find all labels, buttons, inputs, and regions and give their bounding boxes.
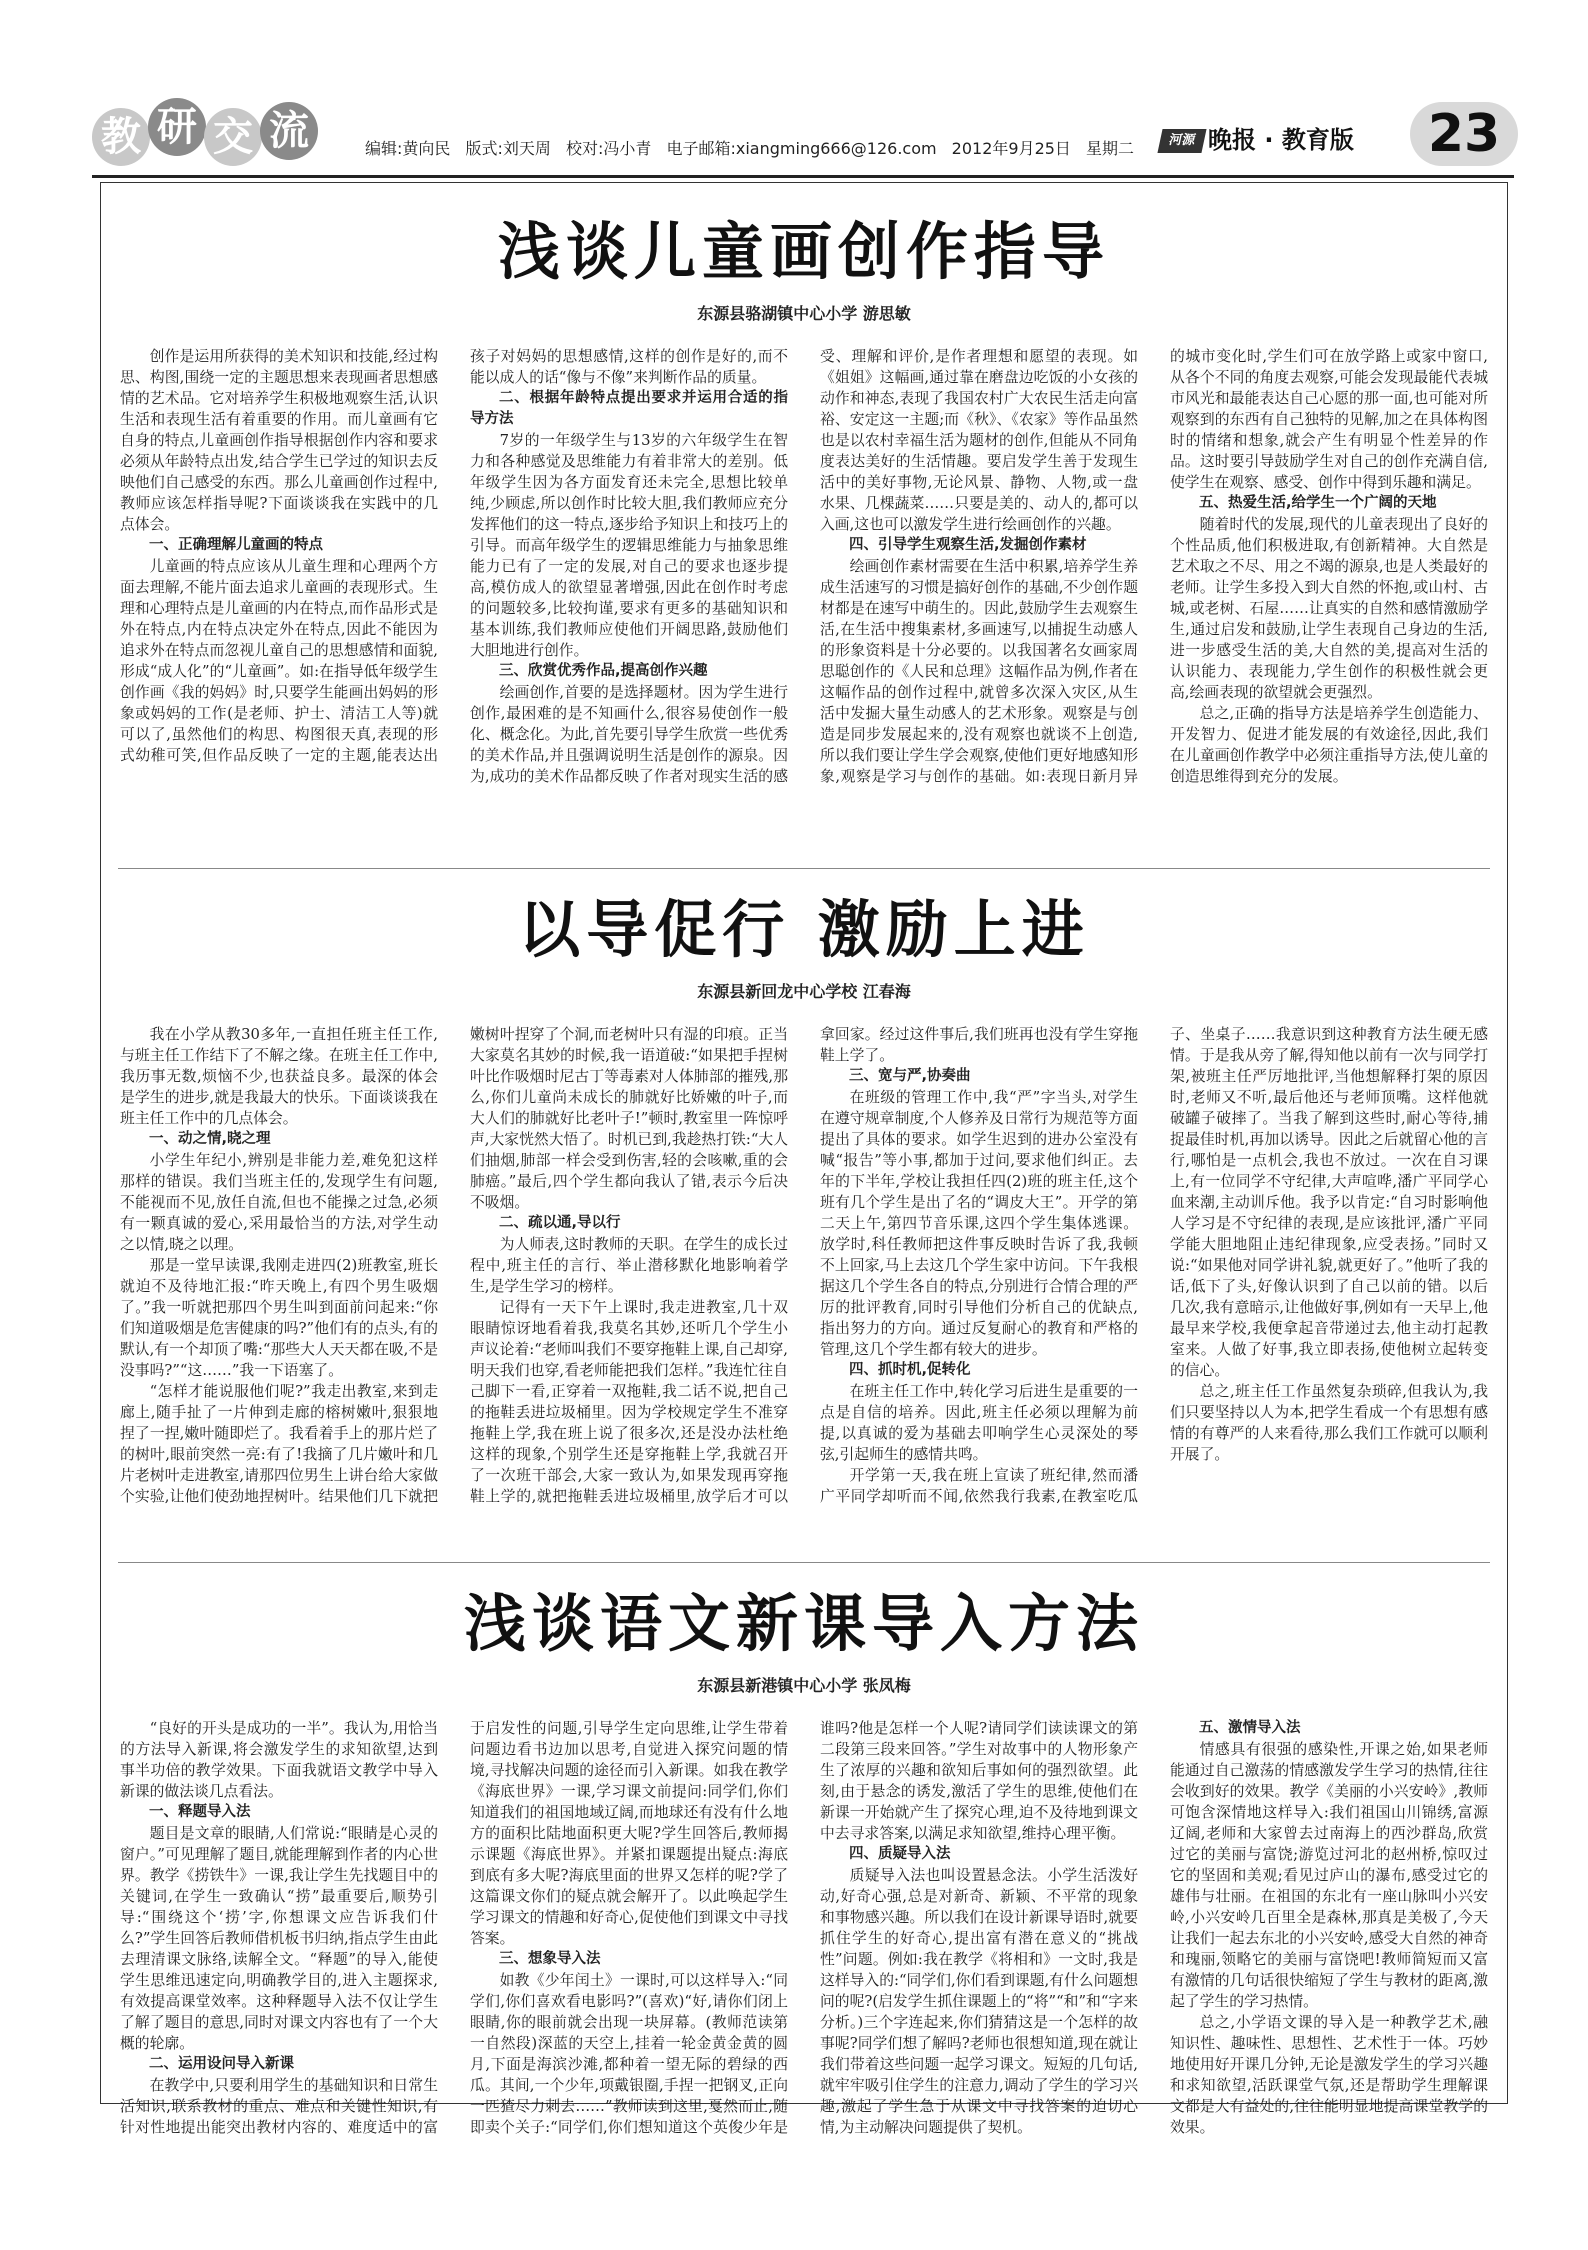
section-heading: 一、动之情,晓之理 (149, 1131, 271, 1147)
editor: 编辑:黄向民 (365, 139, 451, 158)
article-chinese-lesson (120, 1574, 1488, 2136)
paragraph: 随着时代的发展,现代的儿童表现出了良好的个性品质,他们积极进取,有创新精神。大自然是艺术取之不尽、用之不竭的源泉,也是人类最好的老师。让学生多投入到大自然的怀抱,或山村、古城,或老树、石屋……让真实的自然和感情激励学生,通过启发和鼓励,让学生表现自己身边的生活,进一步感受生活的美,大自然的美,提高对生活的认识能力、表现能力,学生创作的积极性就会更高,绘画表现的欲望就会更强烈。 (1170, 516, 1488, 701)
brand-name: 晚报 · 教育版 (1208, 126, 1354, 154)
section-heading: 五、激情导入法 (1199, 1720, 1301, 1736)
section-heading: 二、运用设问导入新课 (149, 2056, 294, 2072)
article-title: 浅谈语文新课导入方法 (463, 1587, 1144, 1660)
article-divider (118, 1562, 1490, 1563)
article-children-painting (120, 202, 1488, 862)
masthead-info (365, 136, 1144, 159)
article-body (120, 346, 1488, 787)
article-title: 以导促行 激励上进 (518, 893, 1090, 966)
paragraph: 创作是运用所获得的美术知识和技能,经过构思、构图,围绕一定的主题思想来表现画者思想感情的艺术品。它对培养学生积极地观察生活,认识生活和表现生活有着重要的作用。而儿童画有它自身的特点,儿童画创作指导根据创作内容和要求必须从年龄特点出发,结合学生已学过的知识去反映他们自己感受的东西。那么儿童画创作过程中,教师应该怎样指导呢?下面谈谈我在实践中的几点体会。 (120, 348, 438, 533)
section-heading: 四、质疑导入法 (849, 1846, 951, 1862)
section-heading: 三、想象导入法 (499, 1951, 601, 1967)
layout-editor: 版式:刘天周 (465, 139, 551, 158)
paragraph: 小学生年纪小,辨别是非能力差,难免犯这样那样的错误。我们当班主任的,发现学生有问题,不能视而不见,放任自流,但也不能操之过急,必须有一颗真诚的爱心,采用最恰当的方法,对学生动之以情,晓之以理。 (120, 1152, 438, 1253)
section-heading: 四、引导学生观察生活,发掘创作素材 (849, 537, 1087, 553)
section-heading: 五、热爱生活,给学生一个广阔的天地 (1199, 495, 1437, 511)
article-byline: 东源县骆湖镇中心小学 游思敏 (697, 304, 911, 323)
section-char: 研 (148, 98, 206, 156)
proofreader: 校对:冯小青 (566, 139, 652, 158)
paragraph: 质疑导入法也叫设置悬念法。小学生活泼好动,好奇心强,总是对新奇、新颖、不平常的现象和事物感兴趣。所以我们在设计新课导语时,就要抓住学生的好奇心,提出富有潜在意义的“挑战性”问题。例如:我在教学《将相和》一文时,我是这样导入的:“同学们,你们看到课题,有什么问题想问的呢?(启发学生抓住课题上的“将”“和”和“字来分析。)三个字连起来,你们猜猜这是一个怎样的故事呢?同学们想了解吗?老师也很想知道,现在就让我们带着这些问题一起学习课文。短短的几句话,就牢牢吸引住学生的注意力,调动了学生的学习兴趣,激起了学生急于从课文中寻找答案的迫切心情,为主动解决问题提供了契机。 (820, 1867, 1138, 2136)
paragraph: “怎样才能说服他们呢?”我走出教室,来到走廊上,随手扯了一片伸到走廊的榕树嫩叶,狠狠地捏了一捏,嫩叶随即烂了。我看着手上的那片烂了的树叶,眼前突然一亮:有了!我摘了几片嫩叶和几片老树叶走进教室,请那四位男生上讲台给大家做个实验,让他们使劲地捏树叶。结果他们几下就把嫩树叶捏穿了个洞,而老树叶只有湿的印痕。正当大家莫名其妙的时候,我一语道破:“如果把手捏树叶比作吸烟时尼古丁等毒素对人体肺部的摧残,那么,你们儿童尚未成长的肺就好比娇嫩的叶子,而大人们的肺就好比老叶子!”顿时,教室里一阵惊呼声,大家恍然大悟了。时机已到,我趁热打铁:“大人们抽烟,肺部一样会受到伤害,轻的会咳嗽,重的会肺癌。”最后,四个学生都向我认了错,表示今后决不吸烟。 (120, 1026, 788, 1505)
section-heading: 一、正确理解儿童画的特点 (149, 537, 323, 553)
paragraph: 在教学中,只要利用学生的基础知识和日常生活知识,联系教材的重点、难点和关键性知识,有针对性地提出能突出教材内容的、难度适中的富于启发性的问题,引导学生定向思维,让学生带着问题边看书边加以思考,自觉进入探究问题的情境,寻找解决问题的途径而引入新课。如我在教学《海底世界》一课,学习课文前提问:同学们,你们知道我们的祖国地域辽阔,而地球还有没有什么地方的面积比陆地面积更大呢?学生回答后,教师揭示课题《海底世界》。并紧扣课题提出疑点:海底到底有多大呢?海底里面的世界又怎样的呢?学了这篇课文你们的疑点就会解开了。以此唤起学生学习课文的情趣和好奇心,促使他们到课文中寻找答案。 (120, 1720, 788, 2136)
article-body (120, 1024, 1488, 1507)
section-heading: 三、宽与严,协奏曲 (849, 1068, 971, 1084)
paragraph: 总之,班主任工作虽然复杂琐碎,但我认为,我们只要坚持以人为本,把学生看成一个有思想有感情的有尊严的人来看待,那么我们工作就可以顺利开展了。 (1170, 1383, 1488, 1463)
paragraph: 记得有一天下午上课时,我走进教室,几十双眼睛惊讶地看着我,我莫名其妙,还听几个学生小声议论着:“老师叫我们不要穿拖鞋上课,自己却穿,明天我们也穿,看老师能把我们怎样。”我连忙往自己脚下一看,正穿着一双拖鞋,我二话不说,把自己的拖鞋丢进垃圾桶里。因为学校规定学生不准穿拖鞋上学,我在班上说了很多次,还是没办法杜绝这样的现象,个别学生还是穿拖鞋上学,我就召开了一次班干部会,大家一致认为,如果发现再穿拖鞋上学的,就把拖鞋丢进垃圾桶里,放学后才可以拿回家。经过这件事后,我们班再也没有学生穿拖鞋上学了。 (470, 1026, 1138, 1505)
paragraph: 为人师表,这时教师的天职。在学生的成长过程中,班主任的言行、举止潜移默化地影响着学生,是学生学习的榜样。 (470, 1236, 788, 1295)
paragraph: 开学第一天,我在班上宣读了班纪律,然而潘广平同学却听而不闻,依然我行我素,在教室吃瓜子、坐桌子……我意识到这种教育方法生硬无感情。于是我从旁了解,得知他以前有一次与同学打架,被班主任严厉地批评,当他想解释打架的原因时,老师又不听,最后他还与老师顶嘴。这样他就破罐子破摔了。当我了解到这些时,耐心等待,捕捉最佳时机,再加以诱导。因此之后就留心他的言行,哪怕是一点机会,我也不放过。一次在自习课上,有一位同学不守纪律,大声喧哗,潘广平同学心血来潮,主动训斥他。我予以肯定:“自习时影响他人学习是不守纪律的表现,是应该批评,潘广平同学能大胆地阻止违纪律现象,应受表扬。”同时又说:“如果他对同学讲礼貌,就更好了。”他听了我的话,低下了头,好像认识到了自己以前的错。以后几次,我有意暗示,让他做好事,例如有一天早上,他最早来学校,我便拿起音带递过去,他主动打起教室来。人做了好事,我立即表扬,使他树立起转变的信心。 (820, 1026, 1488, 1505)
section-char: 教 (92, 108, 150, 166)
paragraph: 情感具有很强的感染性,开课之始,如果老师能通过自己激荡的情感激发学生学习的热情,往往会收到好的效果。教学《美丽的小兴安岭》,教师可饱含深情地这样导入:我们祖国山川锦绣,富源辽阔,老师和大家曾去过南海上的西沙群岛,欣赏过它的美丽与富饶;游览过河北的赵州桥,惊叹过它的坚固和美观;看见过庐山的瀑布,感受过它的雄伟与壮丽。在祖国的东北有一座山脉叫小兴安岭,小兴安岭几百里全是森林,那真是美极了,今天让我们一起去东北的小兴安岭,感受大自然的神奇和瑰丽,领略它的美丽与富饶吧!教师简短而又富有激情的几句话很快缩短了学生与教材的距离,激起了学生的学习热情。 (1170, 1741, 1488, 2010)
paragraph: 题目是文章的眼睛,人们常说:“眼睛是心灵的窗户。”可见理解了题目,就能理解到作者的内心世界。教学《捞铁牛》一课,我让学生先找题目中的关键词,在学生一致确认“捞”最重要后,顺势引导:“围绕这个‘捞’字,你想课文应告诉我们什么?”学生回答后教师借机板书归纳,指点学生由此去理清课文脉络,读解全文。“释题”的导入,能使学生思维迅速定向,明确教学目的,进入主题探求,有效提高课堂效率。这种释题导入法不仅让学生了解了题目的意思,同时对课文内容也有了一个大概的轮廓。 (120, 1825, 438, 2052)
article-body (120, 1718, 1488, 2138)
section-heading: 二、疏以通,导以行 (499, 1215, 621, 1231)
section-char: 流 (260, 102, 318, 160)
weekday: 星期二 (1086, 139, 1135, 158)
masthead (80, 98, 1520, 168)
masthead-rule (92, 175, 1514, 178)
section-heading: 二、根据年龄特点提出要求并运用合适的指导方法 (470, 390, 788, 427)
article-title: 浅谈儿童画创作指导 (497, 215, 1110, 288)
paragraph: 那是一堂早读课,我刚走进四(2)班教室,班长就迫不及待地汇报:“昨天晚上,有四个男生吸烟了。”我一听就把那四个男生叫到面前问起来:“你们知道吸烟是危害健康的吗?”他们有的点头,有的默认,有一个却顶了嘴:“那些大人天天都在吸,不是没事吗?”“这……”我一下语塞了。 (120, 1257, 438, 1379)
paragraph: 总之,正确的指导方法是培养学生创造能力、开发智力、促进才能发展的有效途径,因此,我们在儿童画创作教学中必须注重指导方法,使儿童的创造思维得到充分的发展。 (1170, 705, 1488, 785)
paragraph: 绘画创作,首要的是选择题材。因为学生进行创作,最困难的是不知画什么,很容易使创作一般化、概念化。为此,首先要引导学生欣赏一些优秀的美术作品,并且强调说明生活是创作的源泉。因为,成功的美术作品都反映了作者对现实生活的感受、理解和评价,是作者理想和愿望的表现。如《姐姐》这幅画,通过靠在磨盘边吃饭的小女孩的动作和神态,表现了我国农村广大农民生活走向富裕、安定这一主题;而《秋》、《农家》等作品虽然也是以农村幸福生活为题材的创作,但能从不同角度表达美好的生活情趣。要启发学生善于发现生活中的美好事物,无论风景、静物、人物,或一盘水果、几棵蔬菜……只要是美的、动人的,都可以入画,这也可以激发学生进行绘画创作的兴趣。 (470, 348, 1138, 785)
issue-date: 2012年9月25日 (951, 139, 1071, 158)
newspaper-brand (1160, 120, 1354, 155)
section-heading: 一、释题导入法 (149, 1804, 251, 1820)
article-byline: 东源县新回龙中心学校 江春海 (697, 982, 911, 1001)
paragraph: 总之,小学语文课的导入是一种教学艺术,融知识性、趣味性、思想性、艺术性于一体。巧妙地使用好开课几分钟,无论是激发学生的学习兴趣和求知欲望,活跃课堂气氛,还是帮助学生理解课文都是大有益处的,往往能明显地提高课堂教学的效果。 (1170, 2014, 1488, 2136)
paragraph: 儿童画的特点应该从儿童生理和心理两个方面去理解,不能片面去追求儿童画的表现形式。生理和心理特点是儿童画的内在特点,而作品形式是外在特点,内在特点决定外在特点,因此不能因为追求外在特点而忽视儿童自己的思想感情和面貌,形成“成人化”的“儿童画”。如:在指导低年级学生创作画《我的妈妈》时,只要学生能画出妈妈的形象或妈妈的工作(是老师、护士、清洁工人等)就可以了,虽然他们的构思、构图很天真,表现的形式幼稚可笑,但作品反映了一定的主题,能表达出孩子对妈妈的思想感情,这样的创作是好的,而不能以成人的话“像与不像”来判断作品的质量。 (120, 348, 788, 764)
page-number: 23 (1410, 102, 1518, 166)
paragraph: 绘画创作素材需要在生活中积累,培养学生养成生活速写的习惯是搞好创作的基础,不少创作题材都是在速写中萌生的。因此,鼓励学生去观察生活,在生活中搜集素材,多画速写,以捕捉生动感人的形象资料是十分必要的。以我国著名女画家周思聪创作的《人民和总理》这幅作品为例,作者在这幅作品的创作过程中,就曾多次深入灾区,从生活中发掘大量生动感人的艺术形象。观察是与创造是同步发展起来的,没有观察也就谈不上创造,所以我们要让学生学会观察,使他们更好地感知形象,观察是学习与创作的基础。如:表现日新月异的城市变化时,学生们可在放学路上或家中窗口,从各个不同的角度去观察,可能会发现最能代表城市风光和最能表达自己心愿的那一面,也可能对所观察到的东西有自己独特的见解,加之在具体构图时的情绪和想象,就会产生有明显个性差异的作品。这时要引导鼓励学生对自己的创作充满自信,使学生在观察、感受、创作中得到乐趣和满足。 (820, 348, 1488, 785)
article-class-teacher (120, 880, 1488, 1580)
section-heading: 四、抓时机,促转化 (849, 1362, 971, 1378)
paragraph: 7岁的一年级学生与13岁的六年级学生在智力和各种感觉及思维能力有着非常大的差别。低年级学生因为各方面发育还未完全,思想比较单纯,少顾虑,所以创作时比较大胆,我们教师应充分发挥他们的这一特点,逐步给予知识上和技巧上的引导。而高年级学生的逻辑思维能力与抽象思维能力已有了一定的发展,对自己的要求也逐步提高,模仿成人的欲望显著增强,因此在创作时考虑的问题较多,比较拘谨,要求有更多的基础知识和基本训练,我们教师应使他们开阔思路,鼓励他们大胆地进行创作。 (470, 432, 788, 659)
email: 电子邮箱:xiangming666@126.com (666, 139, 937, 158)
paragraph: 在班主任工作中,转化学习后进生是重要的一点是自信的培养。因此,班主任必须以理解为前提,以真诚的爱为基础去叩响学生心灵深处的琴弦,引起师生的感情共鸣。 (820, 1383, 1138, 1463)
paragraph: 我在小学从教30多年,一直担任班主任工作,与班主任工作结下了不解之缘。在班主任工作中,我历事无数,烦恼不少,也获益良多。最深的体会是学生的进步,就是我最大的快乐。下面谈谈我在班主任工作中的几点体会。 (120, 1026, 438, 1127)
article-byline: 东源县新港镇中心小学 张凤梅 (697, 1676, 911, 1695)
paragraph: 如教《少年闰土》一课时,可以这样导入:“同学们,你们喜欢看电影吗?”(喜欢)“好,请你们闭上眼睛,你的眼前就会出现一块屏幕。(教师范读第一自然段)深蓝的天空上,挂着一轮金黄金黄的圆月,下面是海滨沙滩,都种着一望无际的碧绿的西瓜。其间,一个少年,项戴银圈,手捏一把钢叉,正向一匹猹尽力刺去……”教师读到这里,戛然而止,随即卖个关子:“同学们,你们想知道这个英俊少年是谁吗?他是怎样一个人呢?请同学们读读课文的第二段第三段来回答。”学生对故事中的人物形象产生了浓厚的兴趣和欲知后事如何的强烈欲望。此刻,由于悬念的诱发,激活了学生的思维,使他们在新课一开始就产生了探究心理,迫不及待地到课文中去寻求答案,以满足求知欲望,维持心理平衡。 (470, 1720, 1138, 2136)
article-divider (118, 868, 1490, 869)
section-heading: 三、欣赏优秀作品,提高创作兴趣 (499, 663, 708, 679)
newspaper-logo-icon: 河源 (1157, 129, 1206, 153)
section-char: 交 (204, 108, 262, 166)
paragraph: “良好的开头是成功的一半”。我认为,用恰当的方法导入新课,将会激发学生的求知欲望,达到事半功倍的教学效果。下面我就语文教学中导入新课的做法谈几点看法。 (120, 1720, 438, 1800)
paragraph: 在班级的管理工作中,我“严”字当头,对学生在遵守规章制度,个人修养及日常行为规范等方面提出了具体的要求。如学生迟到的进办公室没有喊“报告”等小事,都加于过问,要求他们纠正。去年的下半年,学校让我担任四(2)班的班主任,这个班有几个学生是出了名的“调皮大王”。开学的第二天上午,第四节音乐课,这四个学生集体逃课。放学时,科任教师把这件事反映时告诉了我,我顿不上回家,马上去这几个学生家中访问。下午我根据这几个学生各自的特点,分别进行合情合理的严厉的批评教育,同时引导他们分析自己的优缺点,指出努力的方向。通过反复耐心的教育和严格的管理,这几个学生都有较大的进步。 (820, 1089, 1138, 1358)
